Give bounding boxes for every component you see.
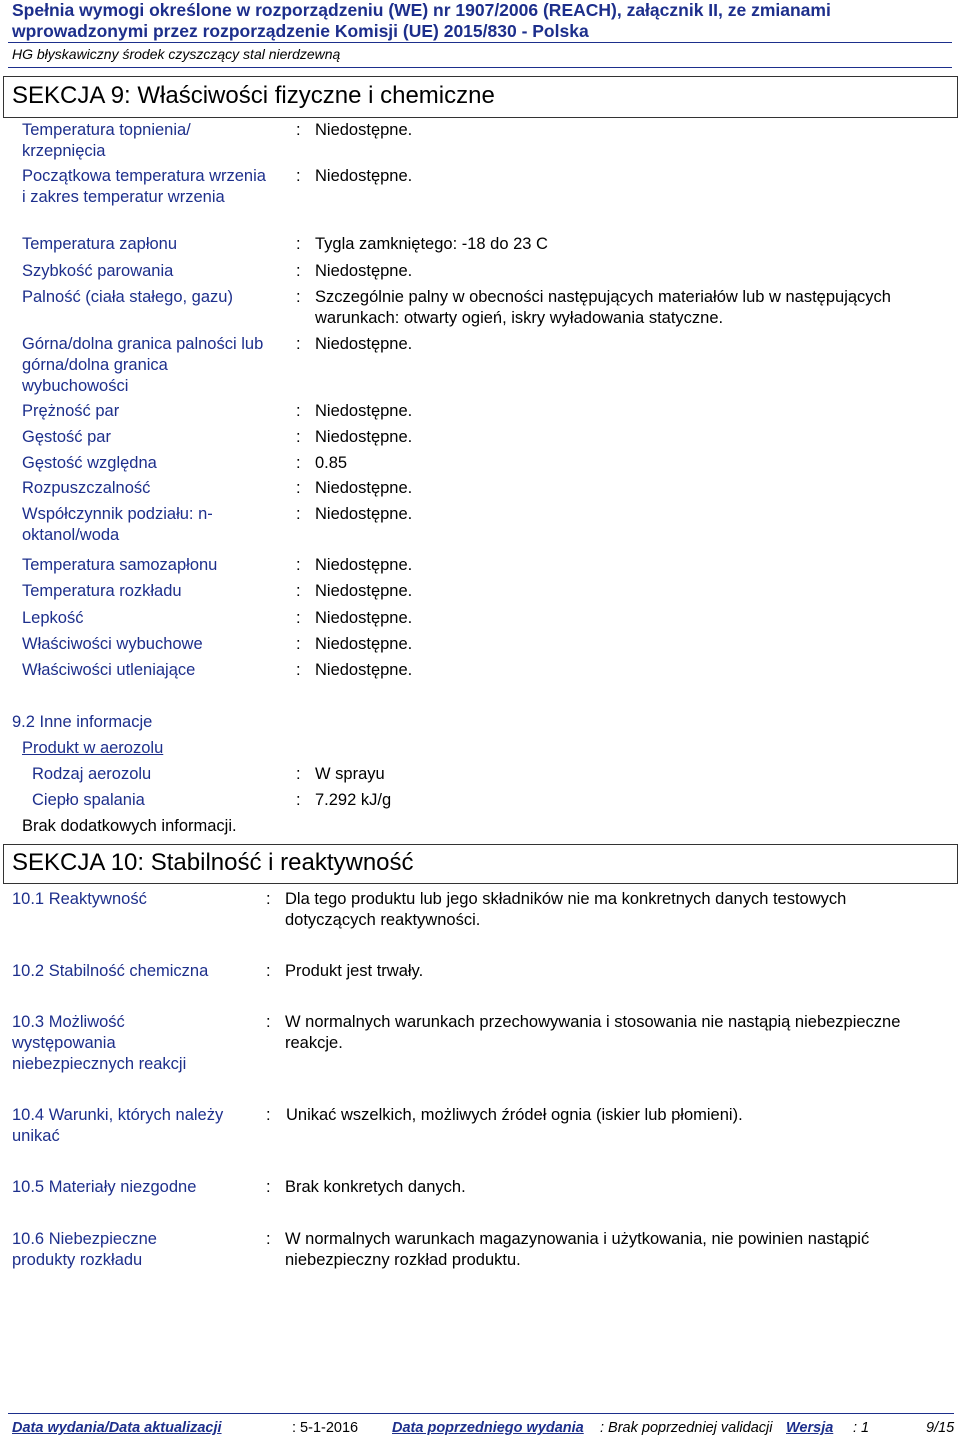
separator-colon: : (266, 1230, 271, 1248)
separator-colon: : (266, 890, 271, 908)
property-value: W normalnych warunkach przechowywania i stosowania nie nastąpią niebezpieczne reakcje. (285, 1013, 901, 1052)
issue-date-label: Data wydania/Data aktualizacji (12, 1420, 222, 1436)
separator-colon: : (266, 1178, 271, 1196)
separator-colon: : (296, 791, 301, 809)
separator-colon: : (296, 335, 301, 353)
separator-colon: : (296, 661, 301, 679)
property-label: 10.3 Możliwość występowania niebezpiecznych reakcji (12, 1013, 187, 1073)
property-label: 10.2 Stabilność chemiczna (12, 962, 209, 980)
property-value: Niedostępne. (315, 582, 413, 600)
property-label: Rozpuszczalność (22, 479, 151, 497)
property-label: Początkowa temperatura wrzenia i zakres temperatur wrzenia (22, 167, 266, 206)
property-label: Rodzaj aerozolu (32, 765, 152, 783)
separator-colon: : (296, 262, 301, 280)
separator-colon: : (266, 1013, 271, 1031)
previous-issue-value: : Brak poprzedniej validacji (600, 1420, 773, 1436)
property-value: Niedostępne. (315, 402, 413, 420)
property-label: Właściwości utleniające (22, 661, 196, 679)
property-value: Niedostępne. (315, 479, 413, 497)
issue-date-value: : 5-1-2016 (292, 1420, 359, 1436)
section-9-title: SEKCJA 9: Właściwości fizyczne i chemiczne (3, 76, 958, 118)
property-value: Produkt jest trwały. (285, 962, 424, 980)
property-label: Gęstość par (22, 428, 111, 446)
property-value: Niedostępne. (315, 635, 413, 653)
property-label: 10.5 Materiały niezgodne (12, 1178, 197, 1196)
separator-colon: : (296, 235, 301, 253)
property-value: Niedostępne. (315, 121, 413, 139)
property-label: Górna/dolna granica palności lub górna/dolna granica wybuchowości (22, 335, 264, 395)
property-value: 0.85 (315, 454, 348, 472)
separator-colon: : (296, 479, 301, 497)
property-value: Niedostępne. (315, 661, 413, 679)
property-value: Niedostępne. (315, 335, 413, 353)
property-label: Gęstość względna (22, 454, 157, 472)
separator-colon: : (266, 1106, 271, 1124)
property-label: 10.6 Niebezpieczne produkty rozkładu (12, 1230, 157, 1269)
footer-divider (8, 1413, 954, 1414)
additional-info-note: Brak dodatkowych informacji. (22, 817, 237, 835)
property-value: 7.292 kJ/g (315, 791, 392, 809)
property-value: Szczególnie palny w obecności następujących materiałów lub w następujących warunkach: otwarty ogień, iskry wyładowania statyczne. (315, 288, 891, 327)
separator-colon: : (296, 167, 301, 185)
property-value: W normalnych warunkach magazynowania i użytkowania, nie powinien nastąpić niebezpieczny rozkład produktu. (285, 1230, 870, 1269)
separator-colon: : (296, 556, 301, 574)
separator-colon: : (266, 962, 271, 980)
version-label: Wersja (786, 1420, 834, 1436)
property-value: W sprayu (315, 765, 385, 783)
previous-issue-label: Data poprzedniego wydania (392, 1420, 584, 1436)
property-value: Niedostępne. (315, 609, 413, 627)
subsection-9-2-heading: 9.2 Inne informacje (12, 713, 153, 731)
property-label: Szybkość parowania (22, 262, 174, 280)
property-label: Współczynnik podziału: n-oktanol/woda (22, 505, 213, 544)
product-name: HG błyskawiczny środek czyszczący stal nierdzewną (12, 46, 341, 62)
property-label: 10.1 Reaktywność (12, 890, 147, 908)
property-label: Ciepło spalania (32, 791, 145, 809)
property-value: Brak konkretych danych. (285, 1178, 466, 1196)
property-value: Dla tego produktu lub jego składników nie ma konkretnych danych testowych dotyczących reaktywności. (285, 890, 847, 929)
separator-colon: : (296, 765, 301, 783)
property-label: Temperatura rozkładu (22, 582, 182, 600)
property-label: Temperatura topnienia/ krzepnięcia (22, 121, 191, 160)
property-value: Unikać wszelkich, możliwych źródeł ognia (iskier lub płomieni). (286, 1106, 743, 1124)
header-divider-bottom (8, 67, 952, 68)
property-label: Prężność par (22, 402, 120, 420)
property-label: Właściwości wybuchowe (22, 635, 203, 653)
separator-colon: : (296, 635, 301, 653)
property-value: Niedostępne. (315, 262, 413, 280)
aerosol-subheading: Produkt w aerozolu (22, 739, 164, 757)
property-label: Temperatura samozapłonu (22, 556, 218, 574)
property-value: Niedostępne. (315, 505, 413, 523)
separator-colon: : (296, 582, 301, 600)
property-label: Palność (ciała stałego, gazu) (22, 288, 233, 306)
version-value: : 1 (853, 1420, 870, 1436)
separator-colon: : (296, 505, 301, 523)
separator-colon: : (296, 428, 301, 446)
property-value: Niedostępne. (315, 167, 413, 185)
separator-colon: : (296, 288, 301, 306)
header-divider-top (8, 42, 952, 43)
separator-colon: : (296, 402, 301, 420)
page-number: 9/15 (926, 1420, 955, 1436)
separator-colon: : (296, 121, 301, 139)
separator-colon: : (296, 454, 301, 472)
separator-colon: : (296, 609, 301, 627)
property-label: Lepkość (22, 609, 84, 627)
property-value: Niedostępne. (315, 556, 413, 574)
property-label: 10.4 Warunki, których należy unikać (12, 1106, 224, 1145)
property-label: Temperatura zapłonu (22, 235, 178, 253)
section-10-title: SEKCJA 10: Stabilność i reaktywność (3, 844, 958, 884)
property-value: Tygla zamkniętego: -18 do 23 C (315, 235, 548, 253)
property-value: Niedostępne. (315, 428, 413, 446)
document-header-title: Spełnia wymogi określone w rozporządzeniu (WE) nr 1907/2006 (REACH), załącznik II, ze zmianami wprowadzonymi przez rozporządzenie Komisji (UE) 2015/830 - Polska (12, 0, 831, 41)
